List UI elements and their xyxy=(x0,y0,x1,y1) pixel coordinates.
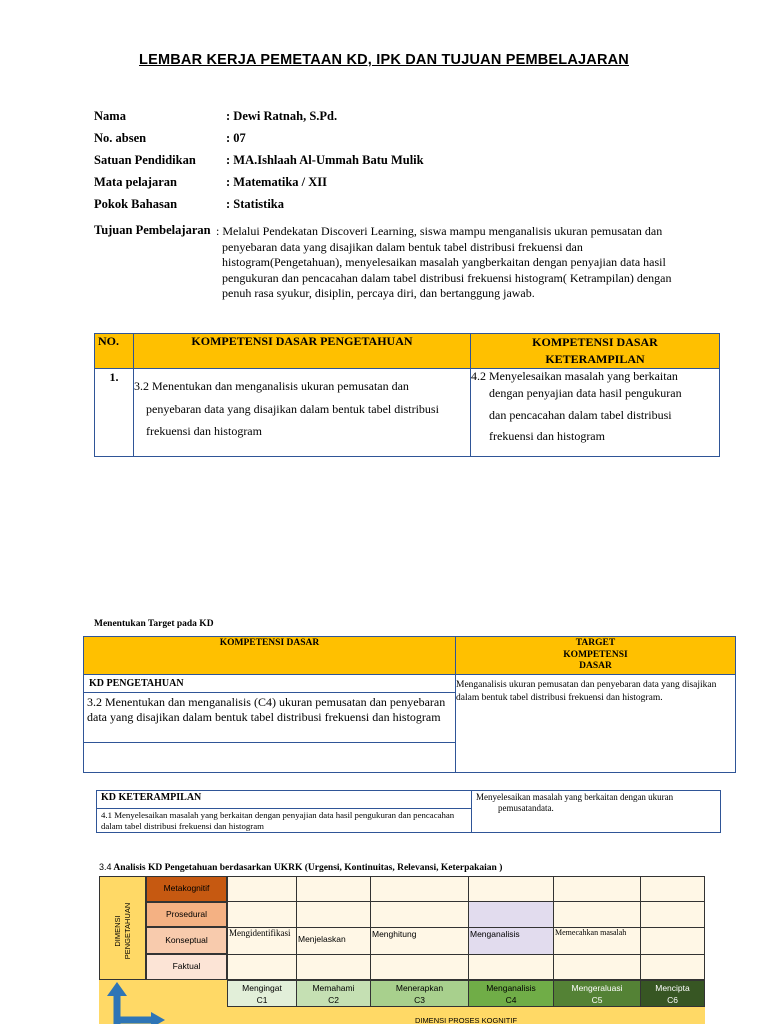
info-label: No. absen xyxy=(94,131,147,145)
level-code: C6 xyxy=(667,995,678,1005)
grid-cell xyxy=(227,876,297,902)
level-name: Memahami xyxy=(312,983,355,993)
grid-cell xyxy=(370,954,469,980)
grid-cell xyxy=(640,901,705,928)
level-name: Menganalisis xyxy=(486,983,536,993)
tujuan-line: pengukuran dan pencacahan dalam tabel distribusi frekuensi histogram( Ketrampilan) dengan xyxy=(222,270,672,285)
dimensi-line: DIMENSI xyxy=(113,915,122,947)
grid-cell xyxy=(640,876,705,902)
level-c4 xyxy=(468,980,554,1007)
header-kd-keterampilan: KOMPETENSI DASAR KETERAMPILAN xyxy=(471,334,720,369)
verb-menghitung: Menghitung xyxy=(370,927,469,955)
target-pengetahuan: Menganalisis ukuran pemusatan dan penyebaran data yang disajikan dalam bentuk tabel distribusi frekuensi dan histogram. xyxy=(456,674,736,772)
kd-line: dengan penyajian data hasil pengukuran xyxy=(489,386,682,400)
info-label: Mata pelajaran xyxy=(94,175,177,189)
kd-line: 3.2 Menentukan dan menganalisis ukuran pemusatan dan xyxy=(134,379,409,393)
header-kompetensi-dasar: KOMPETENSI DASAR xyxy=(84,637,456,675)
grid-cell xyxy=(227,954,297,980)
kd-line: penyebaran data yang disajikan dalam bentuk tabel distribusi xyxy=(146,401,439,416)
info-label: Satuan Pendidikan xyxy=(94,153,196,167)
knowledge-konseptual: Konseptual xyxy=(146,927,227,954)
level-c1 xyxy=(227,980,297,1007)
keterampilan-table xyxy=(96,790,721,833)
tujuan-line: penuh rasa syukur, disiplin, percaya diri, dan bertanggung jawab. xyxy=(222,286,535,300)
tujuan-line: penyebaran data yang disajikan dalam bentuk tabel distribusi frekuensi dan xyxy=(222,239,583,254)
kd-line: frekuensi dan histogram xyxy=(489,429,605,443)
grid-cell xyxy=(640,927,705,955)
info-value: : 07 xyxy=(226,131,246,145)
caption-number: 3.4 xyxy=(99,862,112,872)
level-c6 xyxy=(640,980,705,1007)
header-line: DASAR xyxy=(579,661,612,671)
kd-pengetahuan-text: 3.2 Menentukan dan menganalisis (C4) ukuran pemusatan dan penyebaran data yang disajikan dalam bentuk tabel distribusi frekuensi dan histogram xyxy=(84,692,456,742)
kd-keterampilan-text: 4.1 Menyelesaikan masalah yang berkaitan dengan penyajian data hasil pengukuran dan pencacahan dalam tabel distribusi frekuensi dan histogram xyxy=(97,809,472,833)
header-kd-pengetahuan: KOMPETENSI DASAR PENGETAHUAN xyxy=(134,334,471,369)
tujuan-line: : Melalui Pendekatan Discoveri Learning, siswa mampu menganalisis ukuran pemusatan dan xyxy=(216,224,663,238)
level-code: C5 xyxy=(591,995,603,1005)
verb-menganalisis: Menganalisis xyxy=(468,927,554,955)
level-name: Mencipta xyxy=(655,983,690,993)
info-value: : Statistika xyxy=(226,197,284,211)
grid-cell xyxy=(468,901,554,928)
empty-cell xyxy=(84,742,456,772)
document-title: LEMBAR KERJA PEMETAAN KD, IPK DAN TUJUAN PEMBELAJARAN xyxy=(139,52,629,68)
level-code: C1 xyxy=(256,995,268,1005)
dimensi-pengetahuan-label xyxy=(113,874,133,988)
target-keterampilan xyxy=(472,791,721,833)
grid-cell xyxy=(296,954,371,980)
kd-pengetahuan-cell xyxy=(134,369,471,457)
tujuan-label: Tujuan Pembelajaran xyxy=(94,223,211,237)
grid-cell xyxy=(296,876,371,902)
row-no: 1. xyxy=(95,369,134,457)
level-code: C3 xyxy=(414,995,425,1005)
level-c5 xyxy=(553,980,641,1007)
tujuan-line: histogram(Pengetahuan), menyelesaikan masalah yangberkaitan dengan penyajian data hasil xyxy=(222,255,666,269)
kd-keterampilan-cell xyxy=(471,369,720,457)
knowledge-metakognitif: Metakognitif xyxy=(146,876,227,902)
grid-cell xyxy=(553,901,641,928)
grid-cell xyxy=(553,876,641,902)
kd-line: dan pencacahan dalam tabel distribusi xyxy=(489,407,672,422)
header-line: KOMPETENSI xyxy=(563,649,628,660)
kd-line: frekuensi dan histogram xyxy=(146,424,262,438)
level-name: Menerapkan xyxy=(395,983,444,993)
target-caption: Menentukan Target pada KD xyxy=(94,619,214,629)
kd-keterampilan-label: KD KETERAMPILAN xyxy=(97,791,472,809)
level-name: Mengingat xyxy=(242,983,282,993)
grid-cell xyxy=(227,901,297,928)
level-c2 xyxy=(296,980,371,1007)
dimensi-proses-kognitif: DIMENSI PROSES KOGNITIF xyxy=(227,1007,705,1024)
tujuan-text xyxy=(216,224,716,302)
info-value: : Matematika / XII xyxy=(226,175,328,189)
grid-cell xyxy=(640,954,705,980)
level-name: Mengeraluasi xyxy=(571,983,623,993)
analisis-caption xyxy=(99,862,502,873)
grid-cell xyxy=(296,901,371,928)
info-value: : Dewi Ratnah, S.Pd. xyxy=(226,109,338,123)
axis-corner xyxy=(99,980,227,1024)
target-line: Menyelesaikan masalah yang berkaitan dengan ukuran xyxy=(476,792,674,802)
header-target xyxy=(456,637,736,675)
grid-cell xyxy=(468,954,554,980)
knowledge-faktual: Faktual xyxy=(146,954,227,980)
kd-table xyxy=(94,333,720,457)
ukrk-matrix xyxy=(99,876,705,1024)
grid-cell xyxy=(553,954,641,980)
grid-cell xyxy=(468,876,554,902)
kd-pengetahuan-label: KD PENGETAHUAN xyxy=(84,674,456,692)
dimensi-pengetahuan-panel xyxy=(99,876,146,980)
level-code: C2 xyxy=(328,995,339,1005)
target-table xyxy=(83,636,736,773)
dimensi-line: PENGETAHUAN xyxy=(123,902,132,960)
info-label: Pokok Bahasan xyxy=(94,197,178,211)
verb-menjelaskan: Menjelaskan xyxy=(296,927,371,955)
knowledge-prosedural: Prosedural xyxy=(146,902,227,927)
grid-cell xyxy=(370,901,469,928)
target-line: pemusatandata. xyxy=(498,803,554,813)
verb-mengidentifikasi: Mengidentifikasi xyxy=(227,927,297,955)
level-c3 xyxy=(370,980,469,1007)
caption-text: Analisis KD Pengetahuan berdasarkan UKRK (Urgensi, Kontinuitas, Relevansi, Keterpakaian ) xyxy=(113,863,503,873)
level-code: C4 xyxy=(505,995,517,1005)
grid-cell xyxy=(370,876,469,902)
verb-memecahkan-masalah: Memecahkan masalah xyxy=(553,927,641,955)
kd-line: 4.2 Menyelesaikan masalah yang berkaitan xyxy=(471,369,678,383)
axis-arrows-icon xyxy=(99,980,227,1024)
info-value: : MA.Ishlaah Al-Ummah Batu Mulik xyxy=(226,153,424,167)
info-label: Nama xyxy=(94,109,126,123)
header-no: NO. xyxy=(95,334,134,369)
header-line: TARGET xyxy=(575,638,616,648)
